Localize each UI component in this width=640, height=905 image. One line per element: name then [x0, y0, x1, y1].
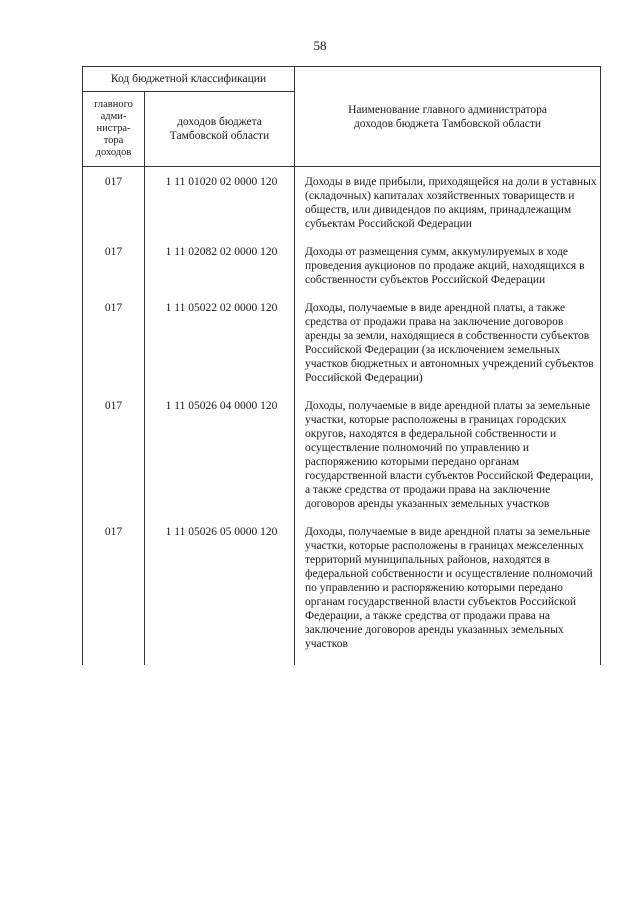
page-number: 58: [313, 38, 327, 53]
income-code-cell: 1 11 02082 02 0000 120: [145, 245, 295, 301]
income-code-cell: 1 11 05022 02 0000 120: [145, 301, 295, 399]
admin-code-cell: 017: [83, 301, 145, 399]
income-name-cell: Доходы, получаемые в виде арендной платы за земельные участки, которые расположены в границах межселенных территорий муниципальных районов, находятся в федеральной собственности и осуществление полномочий по управлению и распоряжению которыми передано органам государственной власти субъектов Российской Федерации, а также средства от продажи права на заключение договоров аренды указанных земельных участков: [295, 525, 601, 665]
admin-code-cell: 017: [83, 399, 145, 525]
income-name-cell: Доходы, получаемые в виде арендной платы за земельные участки, которые расположены в границах городских округов, находятся в федеральной собственности и осуществление полномочий по управлению и распоряжению которыми передано органам государственной власти субъектов Российской Федерации, а также средства от продажи права на заключение договоров аренды указанных земельных участков: [295, 399, 601, 525]
admin-code-cell: 017: [83, 175, 145, 245]
income-name-cell: Доходы в виде прибыли, приходящейся на доли в уставных (складочных) капиталах хозяйственных товариществ и обществ, или дивидендов по акциям, принадлежащим субъектам Российской Федерации: [295, 175, 601, 245]
income-name-cell: Доходы от размещения сумм, аккумулируемых в ходе проведения аукционов по продаже акций, находящихся в собственности субъектов Российской Федерации: [295, 245, 601, 301]
table-row: [83, 301, 601, 399]
header-administrator-name: Наименование главного администратора доходов бюджета Тамбовской области: [295, 67, 601, 167]
table-spacer: [83, 167, 601, 176]
income-code-cell: 1 11 05026 05 0000 120: [145, 525, 295, 665]
income-code-cell: 1 11 05026 04 0000 120: [145, 399, 295, 525]
header-classification-code: Код бюджетной классификации: [83, 67, 295, 92]
table-row: [83, 245, 601, 301]
income-code-cell: 1 11 01020 02 0000 120: [145, 175, 295, 245]
header-main-administrator: главного адми- нистра- тора доходов: [83, 92, 145, 167]
table-row: [83, 399, 601, 525]
income-name-cell: Доходы, получаемые в виде арендной платы, а также средства от продажи права на заключение договоров аренды за земли, находящиеся в собственности субъектов Российской Федерации (за исключением земельных участков бюджетных и автономных учреждений субъектов Российской Федерации): [295, 301, 601, 399]
table-row: [83, 525, 601, 665]
admin-code-cell: 017: [83, 245, 145, 301]
table-row: [83, 175, 601, 245]
admin-code-cell: 017: [83, 525, 145, 665]
header-regional-income: доходов бюджета Тамбовской области: [145, 92, 295, 167]
budget-classification-table: [82, 66, 601, 665]
